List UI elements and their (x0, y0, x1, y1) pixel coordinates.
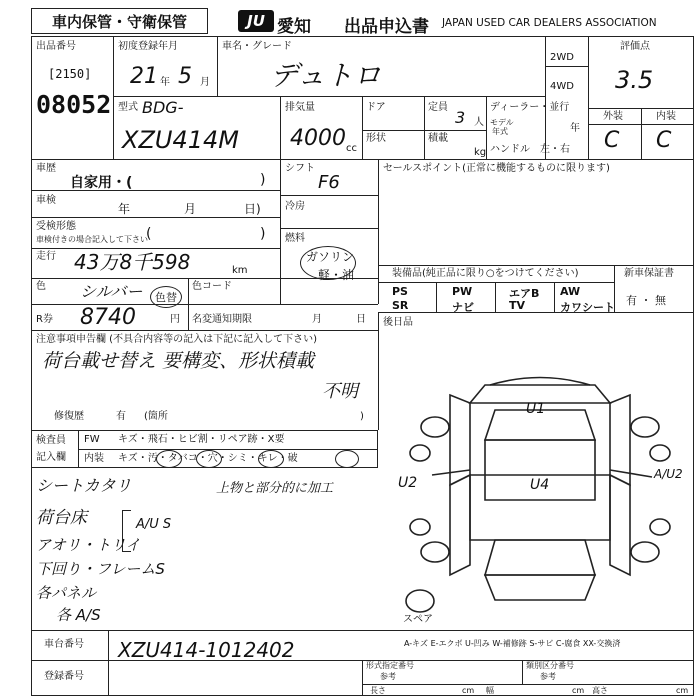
warranty-options: 有 ・ 無 (626, 294, 666, 307)
repair-value: 有 (116, 411, 126, 422)
color-change: 色替 (150, 286, 182, 308)
logo-place: 愛知 (277, 17, 311, 37)
load-unit: kg (474, 147, 487, 158)
equipment-item: カワシート (560, 301, 615, 314)
exterior-label: 外装 (603, 111, 623, 122)
chassis-label: 車台番号 (44, 639, 84, 650)
comment-5: 各パネル (36, 584, 97, 602)
logo-mark: JU (247, 12, 265, 30)
repair-place: (箇所 (144, 411, 168, 422)
first-registration-month: 5 (178, 64, 192, 89)
drive-4wd: 4WD (550, 81, 574, 92)
color-value: シルバー (80, 282, 143, 301)
displacement-value: 4000 (290, 126, 346, 151)
equipment-item: エアB (509, 287, 540, 300)
association-name: JAPAN USED CAR DEALERS ASSOCIATION (442, 17, 657, 29)
doors-label: ドア (366, 102, 386, 113)
diagram-mark-top: U1 (526, 401, 546, 417)
first-registration-label: 初度登録年月 (118, 41, 178, 52)
ju-logo (238, 10, 274, 32)
recycle-unit: 円 (170, 314, 180, 325)
color-code-label: 色コード (192, 281, 232, 292)
dim-height-unit: cm (676, 686, 689, 695)
circle-mark-2 (196, 450, 222, 468)
equipment-item: SR (392, 299, 409, 312)
color-label: 色 (36, 281, 46, 292)
aftermarket-label: 後日品 (383, 317, 413, 328)
form-title: 出品申込書 (344, 17, 429, 37)
equipment-item: PS (392, 285, 408, 298)
drive-2wd: 2WD (550, 52, 574, 63)
inspector-label1: 検査員 (36, 435, 66, 446)
fw-label: FW (84, 434, 100, 445)
circle-mark-4 (335, 450, 359, 468)
displacement-unit: cc (346, 143, 357, 154)
year-unit: 年 (160, 77, 170, 88)
fuel-value: ガソリン (306, 250, 355, 264)
comment-2: 荷台床 (36, 508, 87, 528)
rear-window (485, 540, 595, 575)
equipment-label: 装備品(純正品に限り○をつけてください) (392, 268, 579, 279)
dim-length-unit: cm (462, 686, 475, 695)
handle-label: ハンドル (490, 144, 530, 155)
mileage-value: 43万8千598 (74, 250, 191, 274)
circle-mark-1 (156, 450, 182, 468)
interior-label: 内装 (656, 111, 676, 122)
fw-items: キズ・飛石・ヒビ割・リペア跡・X要 (118, 434, 285, 445)
cooling-label: 冷房 (285, 201, 305, 212)
capacity-label: 定員 (428, 102, 448, 113)
left-rear-side (450, 475, 470, 575)
deadline-month: 月 (312, 314, 322, 325)
mileage-label: 走行 (36, 251, 56, 262)
model-year-sub: 年式 (492, 127, 508, 136)
spare-label: スペア (403, 614, 433, 625)
comment-4: 下回り・フレームS (36, 560, 165, 578)
recycle-label: R券 (36, 314, 53, 325)
registration-label: 登録番号 (44, 671, 84, 682)
category-sub: 参考 (540, 672, 556, 681)
diagram-mark-mid: U4 (530, 477, 550, 493)
model-prefix: BDG- (142, 98, 184, 117)
mileage-unit: km (232, 265, 248, 276)
dim-width: 幅 (486, 686, 494, 695)
bracket (122, 510, 131, 552)
comment-1: シートカタリ (36, 476, 132, 495)
interior-items: キズ・汚・タバコ・穴・シミ・キレ・破 (118, 453, 298, 464)
equipment-item: TV (509, 299, 526, 312)
transfer-paren: ( (146, 226, 152, 242)
dim-length: 長さ (370, 686, 386, 695)
dim-height: 高さ (592, 686, 608, 695)
inspection-label: 車検 (36, 195, 56, 206)
inspection-date: 日) (244, 202, 261, 216)
warranty-label: 新車保証書 (624, 268, 674, 279)
fuel-circle (300, 246, 356, 280)
comment-right1: 上物と部分的に加工 (216, 481, 334, 496)
notes-line2: 不明 (322, 381, 358, 402)
spec-sub: 参考 (380, 672, 396, 681)
chassis-value: XZU414-1012402 (118, 638, 295, 662)
lot-sub-number: [2150] (48, 67, 92, 81)
storage-label: 車内保管・守衛保管 (31, 8, 208, 34)
interior-inspection-label: 内装 (84, 453, 104, 464)
notes-label: 注意事項申告欄 (不具合内容等の記入は下記に記入して下さい) (36, 334, 317, 345)
damage-legend: A-キズ E-エクボ U-凹み W-補修跡 S-サビ C-腐食 XX-交換済 (404, 639, 621, 648)
shape-label: 形状 (366, 133, 386, 144)
history-value: 自家用・( (70, 175, 133, 191)
transfer-note: 車検付きの場合記入して下さい (36, 235, 148, 244)
equipment-item: PW (452, 285, 473, 298)
car-name-value: デュトロ (270, 59, 382, 92)
tailgate (485, 575, 595, 600)
capacity-unit: 人 (474, 117, 484, 128)
capacity-value: 3 (455, 108, 466, 127)
fuel-label: 燃料 (285, 233, 305, 244)
rating-label: 評価点 (620, 41, 650, 52)
notes-line1: 荷台載せ替え 要構変、形状積載 (42, 350, 315, 372)
transfer-close: ) (260, 226, 266, 242)
comment-a1: A/U S (136, 517, 172, 532)
load-label: 積載 (428, 133, 448, 144)
shift-value: F6 (318, 172, 340, 193)
dealer-label: ディーラー・並行 (490, 102, 570, 113)
rating-value: 3.5 (615, 66, 654, 94)
displacement-label: 排気量 (285, 102, 315, 113)
diagram-mark-left: U2 (398, 475, 418, 491)
model-label: 型式 (118, 102, 138, 113)
inspector-label2: 記入欄 (36, 452, 66, 463)
inspection-year: 年 (118, 202, 131, 216)
circle-mark-3 (258, 450, 284, 468)
recycle-value: 8740 (80, 305, 136, 330)
diagram-mark-right: A/U2 (654, 467, 683, 481)
exterior-grade: C (604, 128, 620, 153)
transfer-label: 受検形態 (36, 221, 76, 232)
interior-grade: C (656, 128, 672, 153)
model-year-unit: 年 (570, 123, 580, 134)
handle-options: 左・右 (540, 144, 570, 155)
deadline-day: 日 (356, 314, 366, 325)
repair-label: 修復歴 (54, 411, 84, 422)
category-label: 類別区分番号 (526, 661, 574, 670)
comment-3: アオリ・トリイ (36, 536, 141, 554)
lot-label: 出品番号 (36, 41, 76, 52)
right-rear-side (610, 475, 630, 575)
month-unit: 月 (200, 77, 210, 88)
equipment-item: AW (560, 285, 581, 298)
sales-points-label: セールスポイント(正常に機能するものに限ります) (383, 163, 610, 174)
spec-label: 形式指定番号 (366, 661, 414, 670)
repair-close: ) (360, 411, 364, 422)
history-label: 車歴 (36, 163, 56, 174)
car-name-label: 車名・グレード (222, 41, 292, 52)
equipment-item: ナビ (452, 301, 474, 314)
shift-label: シフト (285, 163, 315, 174)
deadline-label: 名変通知期限 (192, 314, 252, 325)
first-registration-year: 21 (130, 64, 158, 89)
lot-number: 08052 (36, 90, 112, 119)
dim-width-unit: cm (572, 686, 585, 695)
inspection-month: 月 (184, 202, 197, 216)
fuel-options: 軽・油 (318, 268, 355, 282)
history-close: ) (260, 172, 266, 188)
comment-6: 各 A/S (56, 606, 101, 624)
model-value: XZU414M (122, 126, 239, 154)
model-year-label: モデル (490, 118, 514, 127)
